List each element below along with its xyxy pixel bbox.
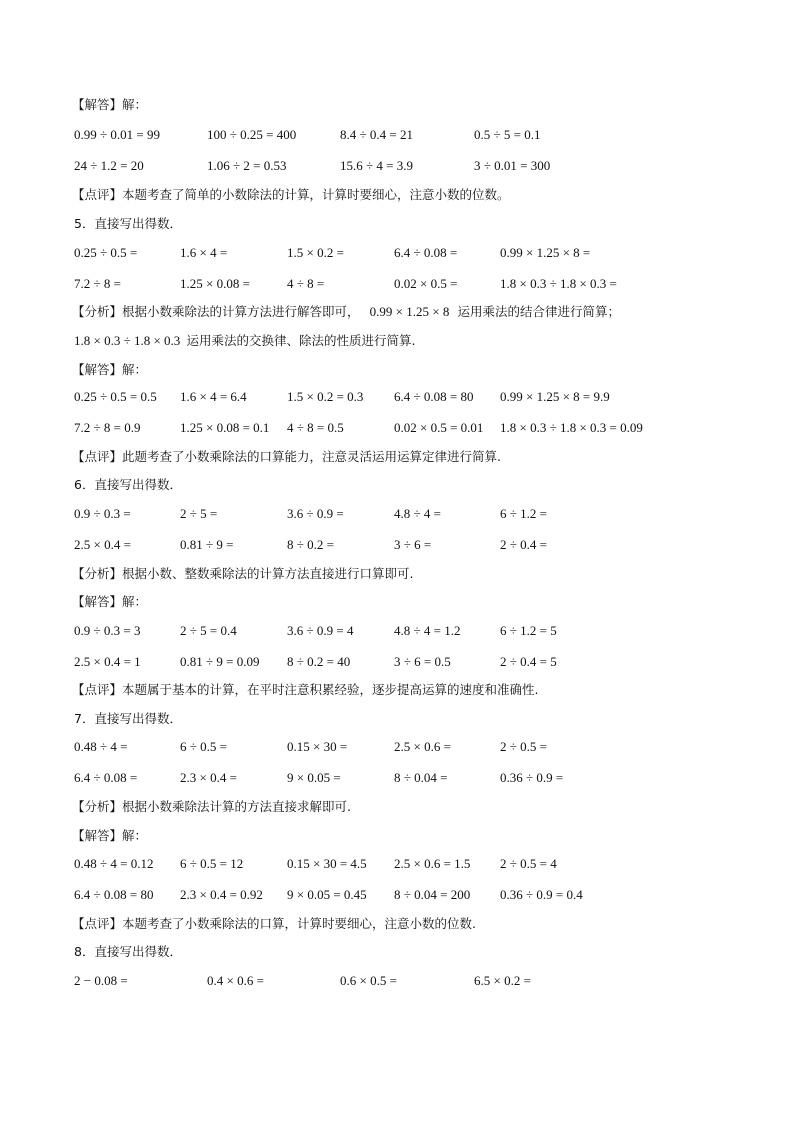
equation: 0.36 ÷ 0.9 =: [500, 770, 564, 785]
equation: 0.36 ÷ 0.9 = 0.4: [500, 887, 583, 902]
equation: 0.9 ÷ 0.3 =: [74, 506, 131, 521]
equation: 3.6 ÷ 0.9 =: [287, 506, 344, 521]
equation: 0.15 × 30 =: [287, 739, 348, 754]
equation: 1.06 ÷ 2 = 0.53: [207, 158, 287, 173]
equation: 4 ÷ 8 =: [287, 276, 325, 291]
comment: 【点评】本题属于基本的计算，在平时注意积累经验，逐步提高运算的速度和准确性.: [72, 682, 539, 697]
comment: 【点评】本题考查了简单的小数除法的计算，计算时要细心，注意小数的位数。: [72, 187, 510, 202]
equation: 0.02 × 0.5 = 0.01: [394, 420, 484, 435]
equation: 2 ÷ 0.4 =: [500, 537, 547, 552]
equation: 0.99 × 1.25 × 8 =: [500, 245, 591, 260]
equation: 0.6 × 0.5 =: [340, 973, 397, 988]
comment: 【点评】本题考查了小数乘除法的口算，计算时要细心，注意小数的位数.: [72, 916, 476, 931]
equation: 6.4 ÷ 0.08 = 80: [394, 389, 474, 404]
equation: 0.15 × 30 = 4.5: [287, 856, 367, 871]
equation: 2.3 × 0.4 =: [180, 770, 237, 785]
comment: 【点评】此题考查了小数乘除法的口算能力，注意灵活运用运算定律进行简算.: [72, 449, 501, 464]
equation: 0.25 ÷ 0.5 = 0.5: [74, 389, 157, 404]
equation: 9 × 0.05 =: [287, 770, 341, 785]
answer-label: 【解答】解：: [72, 594, 148, 609]
analysis-continued: [74, 333, 415, 350]
equation: 0.4 × 0.6 =: [207, 973, 264, 988]
question-heading: 6．直接写出得数．: [74, 477, 182, 492]
equation: 8 ÷ 0.04 =: [394, 770, 448, 785]
analysis-math: 1.8 × 0.3 ÷ 1.8 × 0.3: [74, 333, 181, 348]
analysis: [72, 304, 620, 321]
equation: 15.6 ÷ 4 = 3.9: [340, 158, 413, 173]
equation: 1.8 × 0.3 ÷ 1.8 × 0.3 =: [500, 276, 617, 291]
equation: 0.81 ÷ 9 = 0.09: [180, 654, 260, 669]
equation: 6 ÷ 1.2 = 5: [500, 623, 557, 638]
question-heading: 5．直接写出得数．: [74, 216, 182, 231]
equation: 2.3 × 0.4 = 0.92: [180, 887, 263, 902]
equation: 2 ÷ 5 =: [180, 506, 218, 521]
analysis-text: 运用乘法的交换律、除法的性质进行简算.: [186, 333, 416, 348]
equation: 1.25 × 0.08 = 0.1: [180, 420, 270, 435]
equation: 2 − 0.08 =: [74, 973, 128, 988]
equation: 1.8 × 0.3 ÷ 1.8 × 0.3 = 0.09: [500, 420, 643, 435]
equation: 7.2 ÷ 8 = 0.9: [74, 420, 141, 435]
equation: 0.48 ÷ 4 =: [74, 739, 128, 754]
equation: 0.5 ÷ 5 = 0.1: [474, 127, 541, 142]
equation: 8.4 ÷ 0.4 = 21: [340, 127, 413, 142]
equation: 2.5 × 0.4 = 1: [74, 654, 141, 669]
equation: 1.5 × 0.2 = 0.3: [287, 389, 364, 404]
equation: 6.4 ÷ 0.08 =: [394, 245, 458, 260]
analysis-text: 【分析】根据小数乘除法的计算方法进行解答即可，: [72, 304, 360, 319]
equation: 7.2 ÷ 8 =: [74, 276, 121, 291]
equation: 2 ÷ 0.5 =: [500, 739, 547, 754]
equation: 1.6 × 4 = 6.4: [180, 389, 247, 404]
equation: 3 ÷ 6 =: [394, 537, 432, 552]
question-heading: 8．直接写出得数．: [74, 944, 182, 959]
equation: 100 ÷ 0.25 = 400: [207, 127, 297, 142]
equation: 1.6 × 4 =: [180, 245, 228, 260]
equation: 3 ÷ 0.01 = 300: [474, 158, 551, 173]
answer-label: 【解答】解：: [72, 362, 148, 377]
equation: 3.6 ÷ 0.9 = 4: [287, 623, 354, 638]
equation: 24 ÷ 1.2 = 20: [74, 158, 144, 173]
answer-label: 【解答】解：: [72, 97, 148, 112]
equation: 2 ÷ 0.4 = 5: [500, 654, 557, 669]
analysis: 【分析】根据小数乘除法计算的方法直接求解即可.: [72, 799, 351, 814]
equation: 6 ÷ 0.5 = 12: [180, 856, 244, 871]
equation: 0.99 ÷ 0.01 = 99: [74, 127, 160, 142]
equation: 4 ÷ 8 = 0.5: [287, 420, 344, 435]
equation: 0.99 × 1.25 × 8 = 9.9: [500, 389, 610, 404]
analysis-math: 0.99 × 1.25 × 8: [369, 304, 450, 319]
equation: 9 × 0.05 = 0.45: [287, 887, 367, 902]
equation: 2.5 × 0.6 = 1.5: [394, 856, 471, 871]
equation: 2.5 × 0.4 =: [74, 537, 131, 552]
equation: 6.5 × 0.2 =: [474, 973, 531, 988]
equation: 0.48 ÷ 4 = 0.12: [74, 856, 154, 871]
equation: 8 ÷ 0.2 =: [287, 537, 334, 552]
equation: 6.4 ÷ 0.08 =: [74, 770, 138, 785]
equation: 8 ÷ 0.04 = 200: [394, 887, 471, 902]
equation: 4.8 ÷ 4 = 1.2: [394, 623, 461, 638]
equation: 8 ÷ 0.2 = 40: [287, 654, 351, 669]
equation: 6.4 ÷ 0.08 = 80: [74, 887, 154, 902]
equation: 3 ÷ 6 = 0.5: [394, 654, 451, 669]
equation: 2 ÷ 5 = 0.4: [180, 623, 237, 638]
equation: 1.25 × 0.08 =: [180, 276, 250, 291]
equation: 0.9 ÷ 0.3 = 3: [74, 623, 141, 638]
equation: 0.81 ÷ 9 =: [180, 537, 234, 552]
equation: 1.5 × 0.2 =: [287, 245, 344, 260]
question-heading: 7．直接写出得数．: [74, 711, 182, 726]
equation: 6 ÷ 0.5 =: [180, 739, 227, 754]
analysis-text: 运用乘法的结合律进行简算；: [457, 304, 620, 319]
analysis: 【分析】根据小数、整数乘除法的计算方法直接进行口算即可.: [72, 566, 414, 581]
equation: 4.8 ÷ 4 =: [394, 506, 441, 521]
equation: 2 ÷ 0.5 = 4: [500, 856, 557, 871]
equation: 0.02 × 0.5 =: [394, 276, 458, 291]
equation: 0.25 ÷ 0.5 =: [74, 245, 138, 260]
equation: 2.5 × 0.6 =: [394, 739, 451, 754]
answer-label: 【解答】解：: [72, 828, 148, 843]
equation: 6 ÷ 1.2 =: [500, 506, 547, 521]
